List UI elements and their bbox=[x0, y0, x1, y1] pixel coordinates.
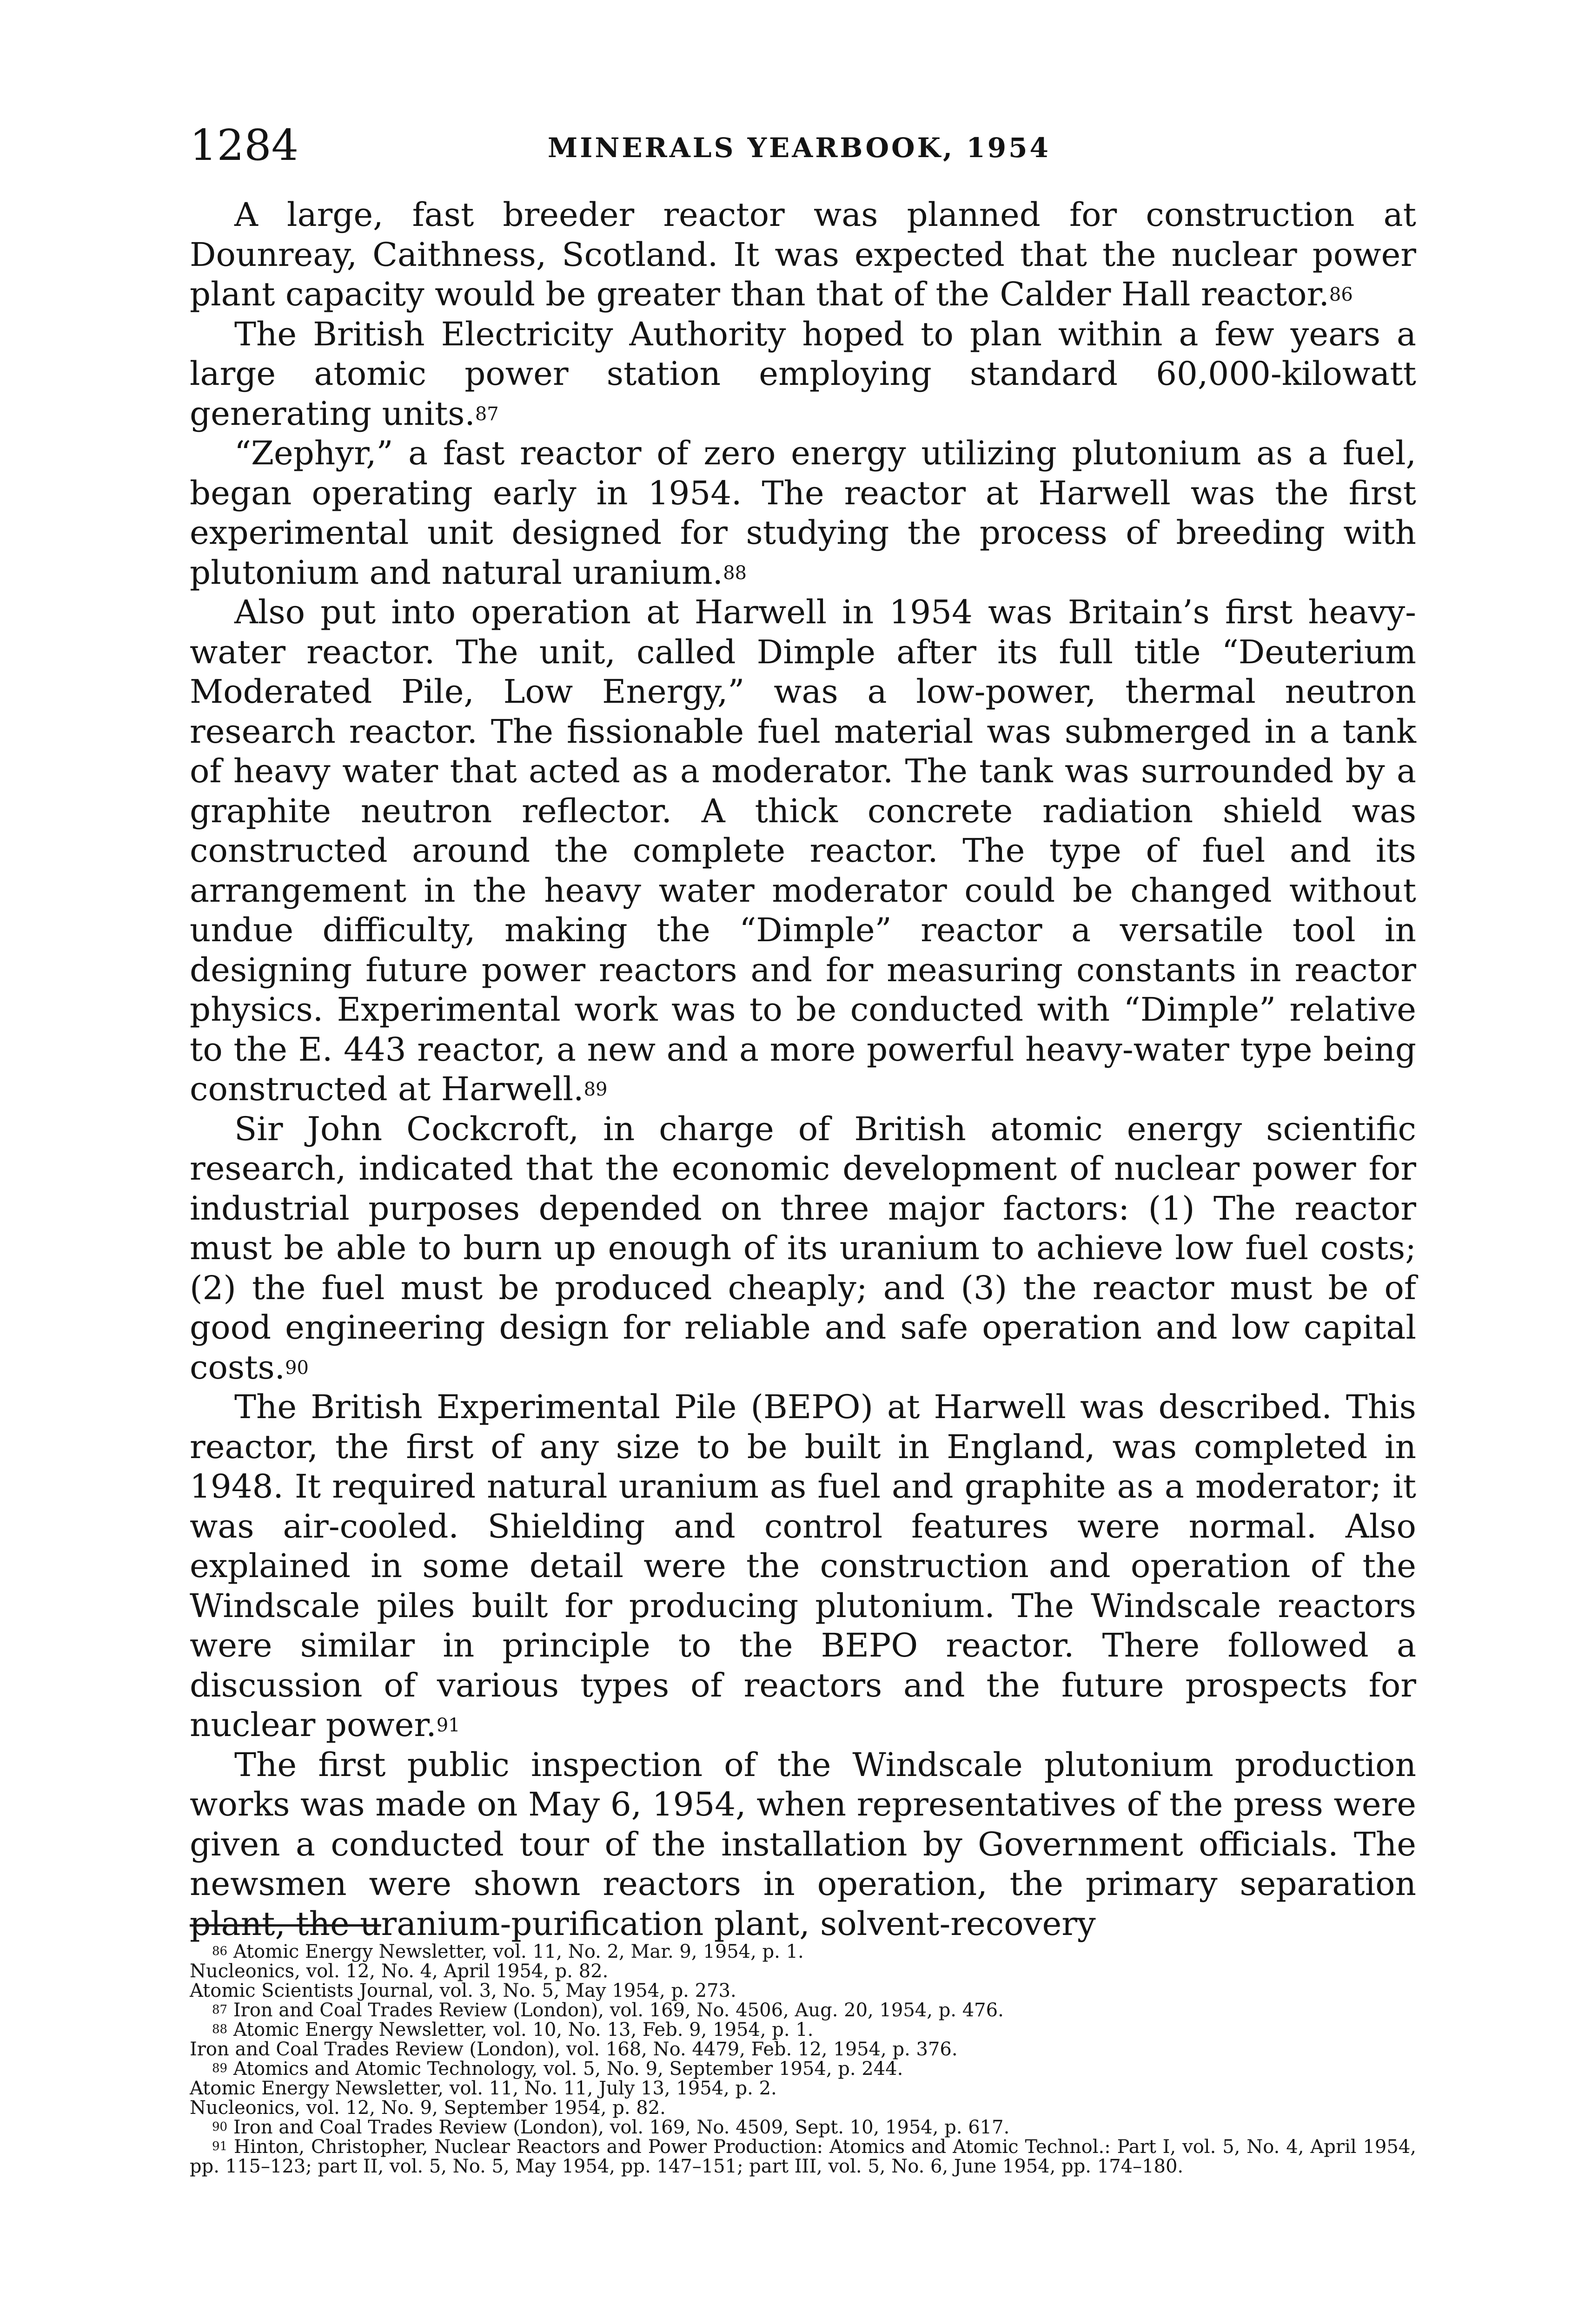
paragraph-text: Also put into operation at Harwell in 1954 was Britain’s first heavy-water reactor. The unit, called Dimple after its full title “Deuterium Moderated Pile, Low Energy,” was a low-power, thermal neutron research reactor. The fissionable fuel material was submerged in a tank of heavy water that acted as a moderator. The tank was surrounded by a graphite neutron reflector. A thick concrete radiation shield was constructed around the complete reactor. The type of fuel and its arrangement in the heavy water moderator could be changed without undue difficulty, making the “Dimple” reactor a versatile tool in designing future power reactors and for measuring constants in reactor physics. Experimental work was to be conducted with “Dimple” relative to the E. 443 reactor, a new and a more powerful heavy-water type being constructed at Harwell. bbox=[190, 593, 1416, 1108]
footnote bbox=[190, 2000, 1416, 2020]
footnote-text: Atomic Energy Newsletter, vol. 11, No. 2, Mar. 9, 1954, p. 1. bbox=[233, 1941, 804, 1962]
footnote-ref: 91 bbox=[436, 1715, 460, 1736]
body-text bbox=[190, 195, 1416, 1944]
paragraph-text: The British Experimental Pile (BEPO) at Harwell was described. This reactor, the first of any size to be built in England, was completed in 1948. It required natural uranium as fuel and graphite as a moderator; it was air-cooled. Shielding and control features were normal. Also explained in some detail were the construction and operation of the Windscale piles built for producing plutonium. The Windscale reactors were similar in principle to the BEPO reactor. There followed a discussion of various types of reactors and the future prospects for nuclear power. bbox=[190, 1388, 1416, 1744]
footnote-text: Iron and Coal Trades Review (London), vol. 168, No. 4479, Feb. 12, 1954, p. 376. bbox=[190, 2039, 958, 2060]
paragraph bbox=[190, 1387, 1416, 1745]
footnote-ref: 90 bbox=[285, 1357, 309, 1379]
footnote-ref: 89 bbox=[583, 1079, 608, 1100]
page-header bbox=[190, 120, 1416, 171]
footnote-mark: 89 bbox=[212, 2061, 228, 2075]
footnote bbox=[190, 1981, 1416, 2000]
footnote-mark: 87 bbox=[212, 2003, 228, 2017]
footnote-ref: 86 bbox=[1329, 284, 1353, 305]
footnote bbox=[190, 2118, 1416, 2137]
paragraph-text: “Zephyr,” a fast reactor of zero energy utilizing plutonium as a fuel, began operating early in 1954. The reactor at Harwell was the first experimental unit designed for studying the process of breeding with plutonium and natural uranium. bbox=[190, 434, 1416, 592]
footnote bbox=[190, 2040, 1416, 2059]
paragraph-text: A large, fast breeder reactor was planned for construction at Dounreay, Caithness, Scotland. It was expected that the nuclear power plant capacity would be greater than that of the Calder Hall reactor. bbox=[190, 196, 1416, 313]
footnote bbox=[190, 2059, 1416, 2079]
footnote bbox=[190, 2098, 1416, 2118]
paragraph bbox=[190, 195, 1416, 315]
footnotes bbox=[190, 1942, 1416, 2176]
footnote-divider bbox=[190, 1924, 381, 1927]
paragraph-text: Sir John Cockcroft, in charge of British atomic energy scientific research, indicated that the economic development of nuclear power for industrial purposes depended on three major factors: (1) The reactor must be able to burn up enough of its uranium to achieve low fuel costs; (2) the fuel must be produced cheaply; and (3) the reactor must be of good engineering design for reliable and safe operation and low capital costs. bbox=[190, 1109, 1416, 1386]
footnote-text: Atomic Energy Newsletter, vol. 11, No. 11, July 13, 1954, p. 2. bbox=[190, 2078, 777, 2099]
footnote-text: Nucleonics, vol. 12, No. 4, April 1954, p. 82. bbox=[190, 1961, 609, 1982]
paragraph bbox=[190, 315, 1416, 434]
footnote bbox=[190, 2137, 1416, 2176]
footnote-mark: 88 bbox=[212, 2022, 228, 2036]
footnote-mark: 91 bbox=[212, 2139, 228, 2153]
footnote-text: Atomic Scientists Journal, vol. 3, No. 5, May 1954, p. 273. bbox=[190, 1980, 736, 2001]
footnote-ref: 87 bbox=[475, 403, 499, 425]
footnote-text: Atomic Energy Newsletter, vol. 10, No. 13, Feb. 9, 1954, p. 1. bbox=[233, 2019, 814, 2040]
footnote-ref: 88 bbox=[723, 562, 747, 584]
footnote bbox=[190, 2020, 1416, 2040]
footnote bbox=[190, 1961, 1416, 1981]
page-number: 1284 bbox=[190, 120, 299, 170]
running-title: MINERALS YEARBOOK, 1954 bbox=[548, 132, 1051, 164]
paragraph-text: The British Electricity Authority hoped to plan within a few years a large atomic power station employing standard 60,000-kilowatt generating units. bbox=[190, 315, 1416, 433]
footnote-text: Nucleonics, vol. 12, No. 9, September 1954, p. 82. bbox=[190, 2097, 666, 2119]
paragraph-text: The first public inspection of the Windscale plutonium production works was made on May 6, 1954, when representatives of the press were given a conducted tour of the installation by Government officials. The newsmen were shown reactors in operation, the primary separation plant, the uranium-purification plant, solvent-recovery bbox=[190, 1745, 1416, 1943]
footnote-text: Hinton, Christopher, Nuclear Reactors and Power Production: Atomics and Atomic Technol.: Part I, vol. 5, No. 4, April 1954, pp. 115–123; part II, vol. 5, No. 5, May 1954, pp. 147–151; part III, vol. 5, No. 6, June 1954, pp. 174–180. bbox=[190, 2136, 1416, 2177]
footnote-mark: 90 bbox=[212, 2120, 228, 2134]
footnote-mark: 86 bbox=[212, 1944, 228, 1958]
footnote-text: Atomics and Atomic Technology, vol. 5, No. 9, September 1954, p. 244. bbox=[233, 2058, 903, 2080]
paragraph bbox=[190, 593, 1416, 1109]
paragraph bbox=[190, 434, 1416, 593]
footnote bbox=[190, 1942, 1416, 1961]
footnote-text: Iron and Coal Trades Review (London), vol. 169, No. 4509, Sept. 10, 1954, p. 617. bbox=[233, 2117, 1010, 2138]
footnote bbox=[190, 2079, 1416, 2098]
paragraph bbox=[190, 1109, 1416, 1388]
paragraph bbox=[190, 1745, 1416, 1944]
footnote-text: Iron and Coal Trades Review (London), vol. 169, No. 4506, Aug. 20, 1954, p. 476. bbox=[233, 2000, 1004, 2021]
